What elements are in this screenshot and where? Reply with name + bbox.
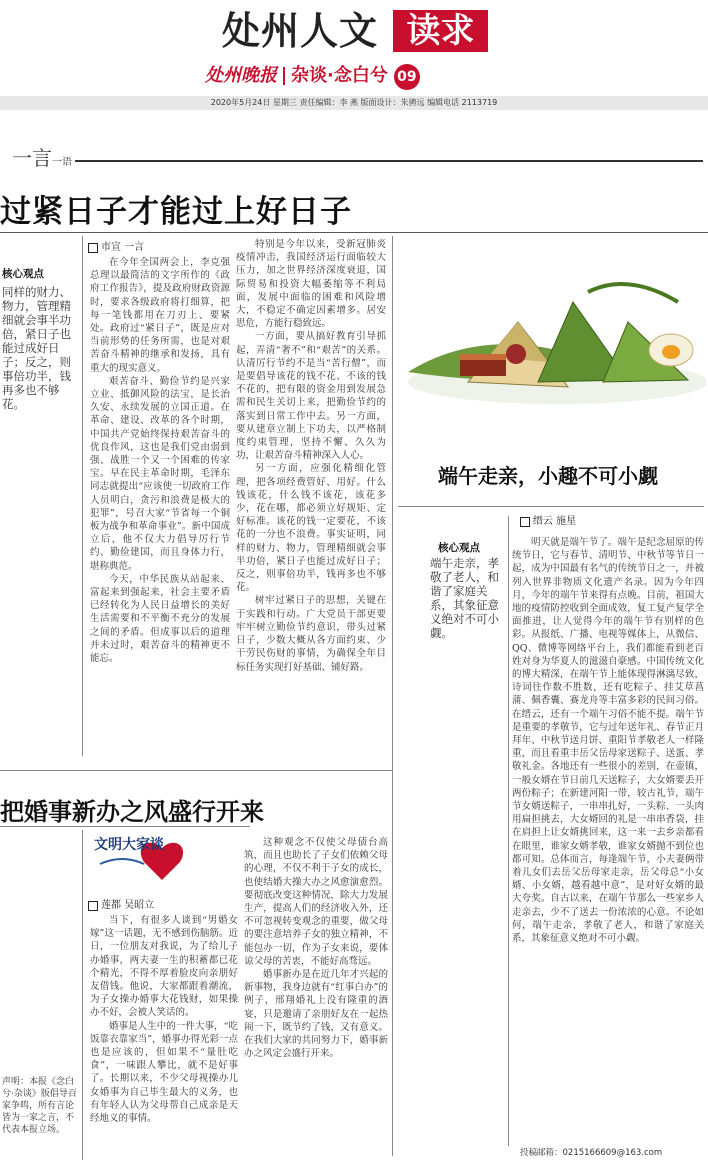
article1-col1 — [90, 256, 230, 751]
article1-col2 — [236, 238, 386, 751]
article3-para: 婚事是人生中的一件大事，“吃饭靠衣靠家当”，婚事办得光彩一点也是应该的，但如果不“量肚吃食”，一味跟人攀比，就不是好事了。长期以来，不少父母视操办儿女婚事为自己毕生最大的义务，也有年轻人认为父母帮自己成亲是天经地义的事情。 — [90, 1020, 238, 1125]
byline-box-icon — [88, 901, 98, 911]
article1-title-rule — [0, 232, 708, 233]
article2-body — [512, 536, 704, 1140]
article3-para: 当下，有很多人谈到“男婚女嫁”这一话题，无不感到伤脑筋。近日，一位朋友对我说，为了给儿子办婚事，两夫妻一生的积蓄都已花个精光，不得不厚着脸皮向亲朋好友借钱。他说，大家都跟着潮流，为子女操办婚事大花钱财，如果操办不好，会被人笑话的。 — [90, 915, 238, 1019]
article3-col1 — [90, 914, 238, 1158]
submission-email: 投稿邮箱：0215166609@163.com — [520, 1148, 663, 1158]
article3-byline — [88, 896, 154, 911]
article1-para: 在今年全国两会上，李克强总理以最简洁的文字所作的《政府工作报告》，提及政府财政资源时，要求各级政府将打细算，把每一笔钱都用在刀刃上、要紧处。政府过“紧日子”，既是应对当前形势的任务所需，也是对艰苦奋斗精神的继承和发扬，具有重大的现实意义。 — [90, 257, 230, 374]
article3-title: 把婚事新办之风盛行开来 — [0, 798, 264, 826]
article1-key-text: 同样的财力、物力，管理精细就会事半功倍，紧日子也能过成好日子；反之，则事倍功半，钱再多也不够花。 — [2, 285, 71, 411]
column-tag-small: 一语 — [52, 157, 72, 168]
divider — [283, 67, 285, 85]
column-divider — [82, 830, 83, 1160]
article1-byline-text: 市宣 一言 — [101, 242, 145, 253]
paper-name: 处州晚报 — [205, 65, 277, 86]
column-divider — [82, 236, 83, 756]
dateline: 2020年5月24日 星期三 责任编辑：李 燕 版面设计：朱骋远 编辑电话 2113719 — [0, 96, 708, 110]
section-rule — [0, 770, 392, 771]
article3-para: 婚事新办是在近几年才兴起的新事物，我身边就有“红事白办”的例子，邢翔婚礼上没有隆重的酒宴，只是邀请了亲朋好友在一起热闹一下，既节约了钱，又有意义。在我们大家的共同努力下，婚事新办之风定会盛行开来。 — [244, 969, 388, 1060]
article2-title: 端午走亲，小趣不可小觑 — [438, 464, 658, 488]
article2-title-rule — [398, 506, 704, 507]
article3-col2 — [244, 836, 388, 1156]
column-tag — [12, 142, 72, 171]
article1-para: 特别是今年以来，受新冠肺炎疫情冲击，我国经济运行面临较大压力，加之世界经济深度衰退，国际贸易和投资大幅萎缩等不利局面，发展中面临的困难和风险增大，不稳定不确定因素增多。居安思危，方能行稳致远。 — [236, 239, 386, 330]
article3-title-rule — [0, 826, 250, 827]
article2-para: 明天就是端午节了。端午是纪念屈原的传统节日，它与春节、清明节、中秋节等节日一起，成为中国最有名气的传统节日之一，并被列入世界非物质文化遗产名录。因为今年四月，今年的端午节来得有点晚。目前，祖国大地的疫情防控收到全面成效，复工复产复学全面推进，让人觉得今年的端午节有别样的色彩。从报纸、广播、电视等媒体上，从微信、QQ、微博等网络平台上，我们都能看到老百姓对身为华夏人的滋滋自豪感。中国传统文化的博大精深，在端午节上能体现得淋漓尽致，诗词往作数不胜数，还有吃粽子、挂艾草菖蒲、佩香囊、赛龙舟等丰富多彩的民间习俗。在缙云，还有一个端午习俗不能不提。端午节是重要的孝敬节，它与过年送年礼、春节正月拜年、中秋节送月饼、重阳节孝敬老人一样隆重，而且看重丰岳父岳母家送粽子、送蛋、孝敬礼金。各地还有一些很小的差别，在壶镇，一般女婿在节日前几天送粽子，大女婿要丢开两份粽子；在新建河阳一带，较古礼节，端午节女婿送粽子，一串串扎好，一头粽、一头肉用扁担挑去，大女婿回的礼是一串串香袋，挂在肩担上让女婿挑回来，这一来一去乡亲都看在眼里，谁家女婿孝敬，谁家女婿抛不到位也都可知。总体而言，每逢端午节，小夫妻俩带着儿女们去岳父岳母家走亲，岳父母总“小女婿、小女婿，越看越中意”，是对好女婿的最大夸奖。自古以来，在端午节那么一些家乡人走亲去，少不了送去一份浓浓的心意。不论如何，端午走亲，孝敬了老人，和谐了家庭关系，其象征意义绝对不可小觑。 — [512, 537, 704, 945]
column-tag-big: 一言 — [12, 146, 52, 170]
article2-byline-text: 缙云 施星 — [533, 516, 577, 527]
article1-para: 一方面，要从搞好教育引导抓起，弄清“奢不”和“艰苦”的关系。认清厉行节约不是当“苦行僧”，而是要倡导该花的钱不花、不该的钱不花的，把有限的资金用到发展急需和民生关切上来，把勤俭节约的落实到日常工作中去。另一方面，要从建章立制上下功夫，以严格制度约束管理，坚持不懈、久久为功，让艰苦奋斗精神深入人心。 — [236, 331, 386, 462]
zongzi-illustration — [398, 262, 706, 432]
article1-para: 树牢过紧日子的思想，关键在于实践和行动。广大党员干部更要牢牢树立勤俭节约意识，带头过紧日子，少数大概从各方面约束、少干劳民伤财的事情，为确保全年目标任务实现打好基础、铺好路。 — [236, 595, 386, 673]
section-name: 杂谈·念白兮 — [291, 65, 388, 86]
column-divider — [508, 516, 509, 1146]
byline-box-icon — [520, 517, 530, 527]
column-tag-rule — [75, 160, 703, 162]
masthead-badge: 读求 — [393, 10, 488, 52]
article2-key-text: 端午走亲，孝敬了老人，和谐了家庭关系，其象征意义绝对不可小觑。 — [430, 556, 499, 640]
article1-title: 过紧日子才能过上好日子 — [0, 194, 352, 230]
article3-para: 这种观念不仅使父母债台高筑，而且也助长了子女们依赖父母的心理，不仅不利于子女的成长，也使结婚大操大办之风愈演愈烈。要彻底改变这种情况，除大力发展生产，提高人们的经济收入外，还不可忽视转变观念的重要，做父母的要注意培养子女的独立精神，不能包办一切，作为子女来说，要体谅父母的苦衷，不能好高骛远。 — [244, 837, 388, 967]
article2-key-label: 核心观点 — [438, 542, 480, 554]
column-divider — [392, 236, 393, 1156]
page-number-badge: 09 — [394, 64, 420, 90]
article1-para: 今天，中华民族从站起来、富起来到强起来，社会主要矛盾已经转化为人民日益增长的美好生活需要和不平衡不充分的发展之间的矛盾。但成事以后的道理并未过时，艰苦奋斗的精神更不能忘。 — [90, 573, 230, 665]
article1-para: 另一方面，应强化精细化管理，把各项经费管好、用好。什么钱该花，什么钱不该花，该花多少，花在哪，都必须立好规矩、定好标准。该花的钱一定要花，不该花的一分也不浪费。事实证明，同样的财力、物力，管理精细就会事半功倍，紧日子也能过成好日子；反之，则事倍功半，钱再多也不够花。 — [236, 463, 386, 594]
article1-para: 艰苦奋斗、勤俭节约是兴家立业、抵御风险的法宝，是长治久安、永续发展的立国正道。在革命、建设、改革的各个时期，中国共产党始终保持艰苦奋斗的优良作风，这也是我们党由弱到强、战胜一个又一个困难的传家宝。早在民主革命时期，毛泽东同志就提出“应该使一切政府工作人员明白，贪污和浪费是极大的犯罪”，号召大家“节省每一个铜板为战争和革命事业”。新中国成立后，他不仅大力倡导厉行节约、勤俭建国，而且身体力行，堪称典范。 — [90, 375, 230, 572]
byline-box-icon — [88, 243, 98, 253]
statement: 声明：本报《念白兮·杂谈》版倡导百家争鸣，所有言论皆为一家之言，不代表本报立场。 — [2, 1077, 77, 1135]
article1-key-label: 核心观点 — [2, 268, 44, 280]
article3-badge: 文明大家谈 — [94, 837, 164, 853]
article1-byline — [88, 238, 144, 253]
article3-byline-text: 莲都 吴昭立 — [101, 900, 155, 911]
article2-byline — [520, 512, 576, 527]
masthead-subline — [205, 62, 420, 90]
masthead-title: 处州人文 — [222, 8, 379, 53]
